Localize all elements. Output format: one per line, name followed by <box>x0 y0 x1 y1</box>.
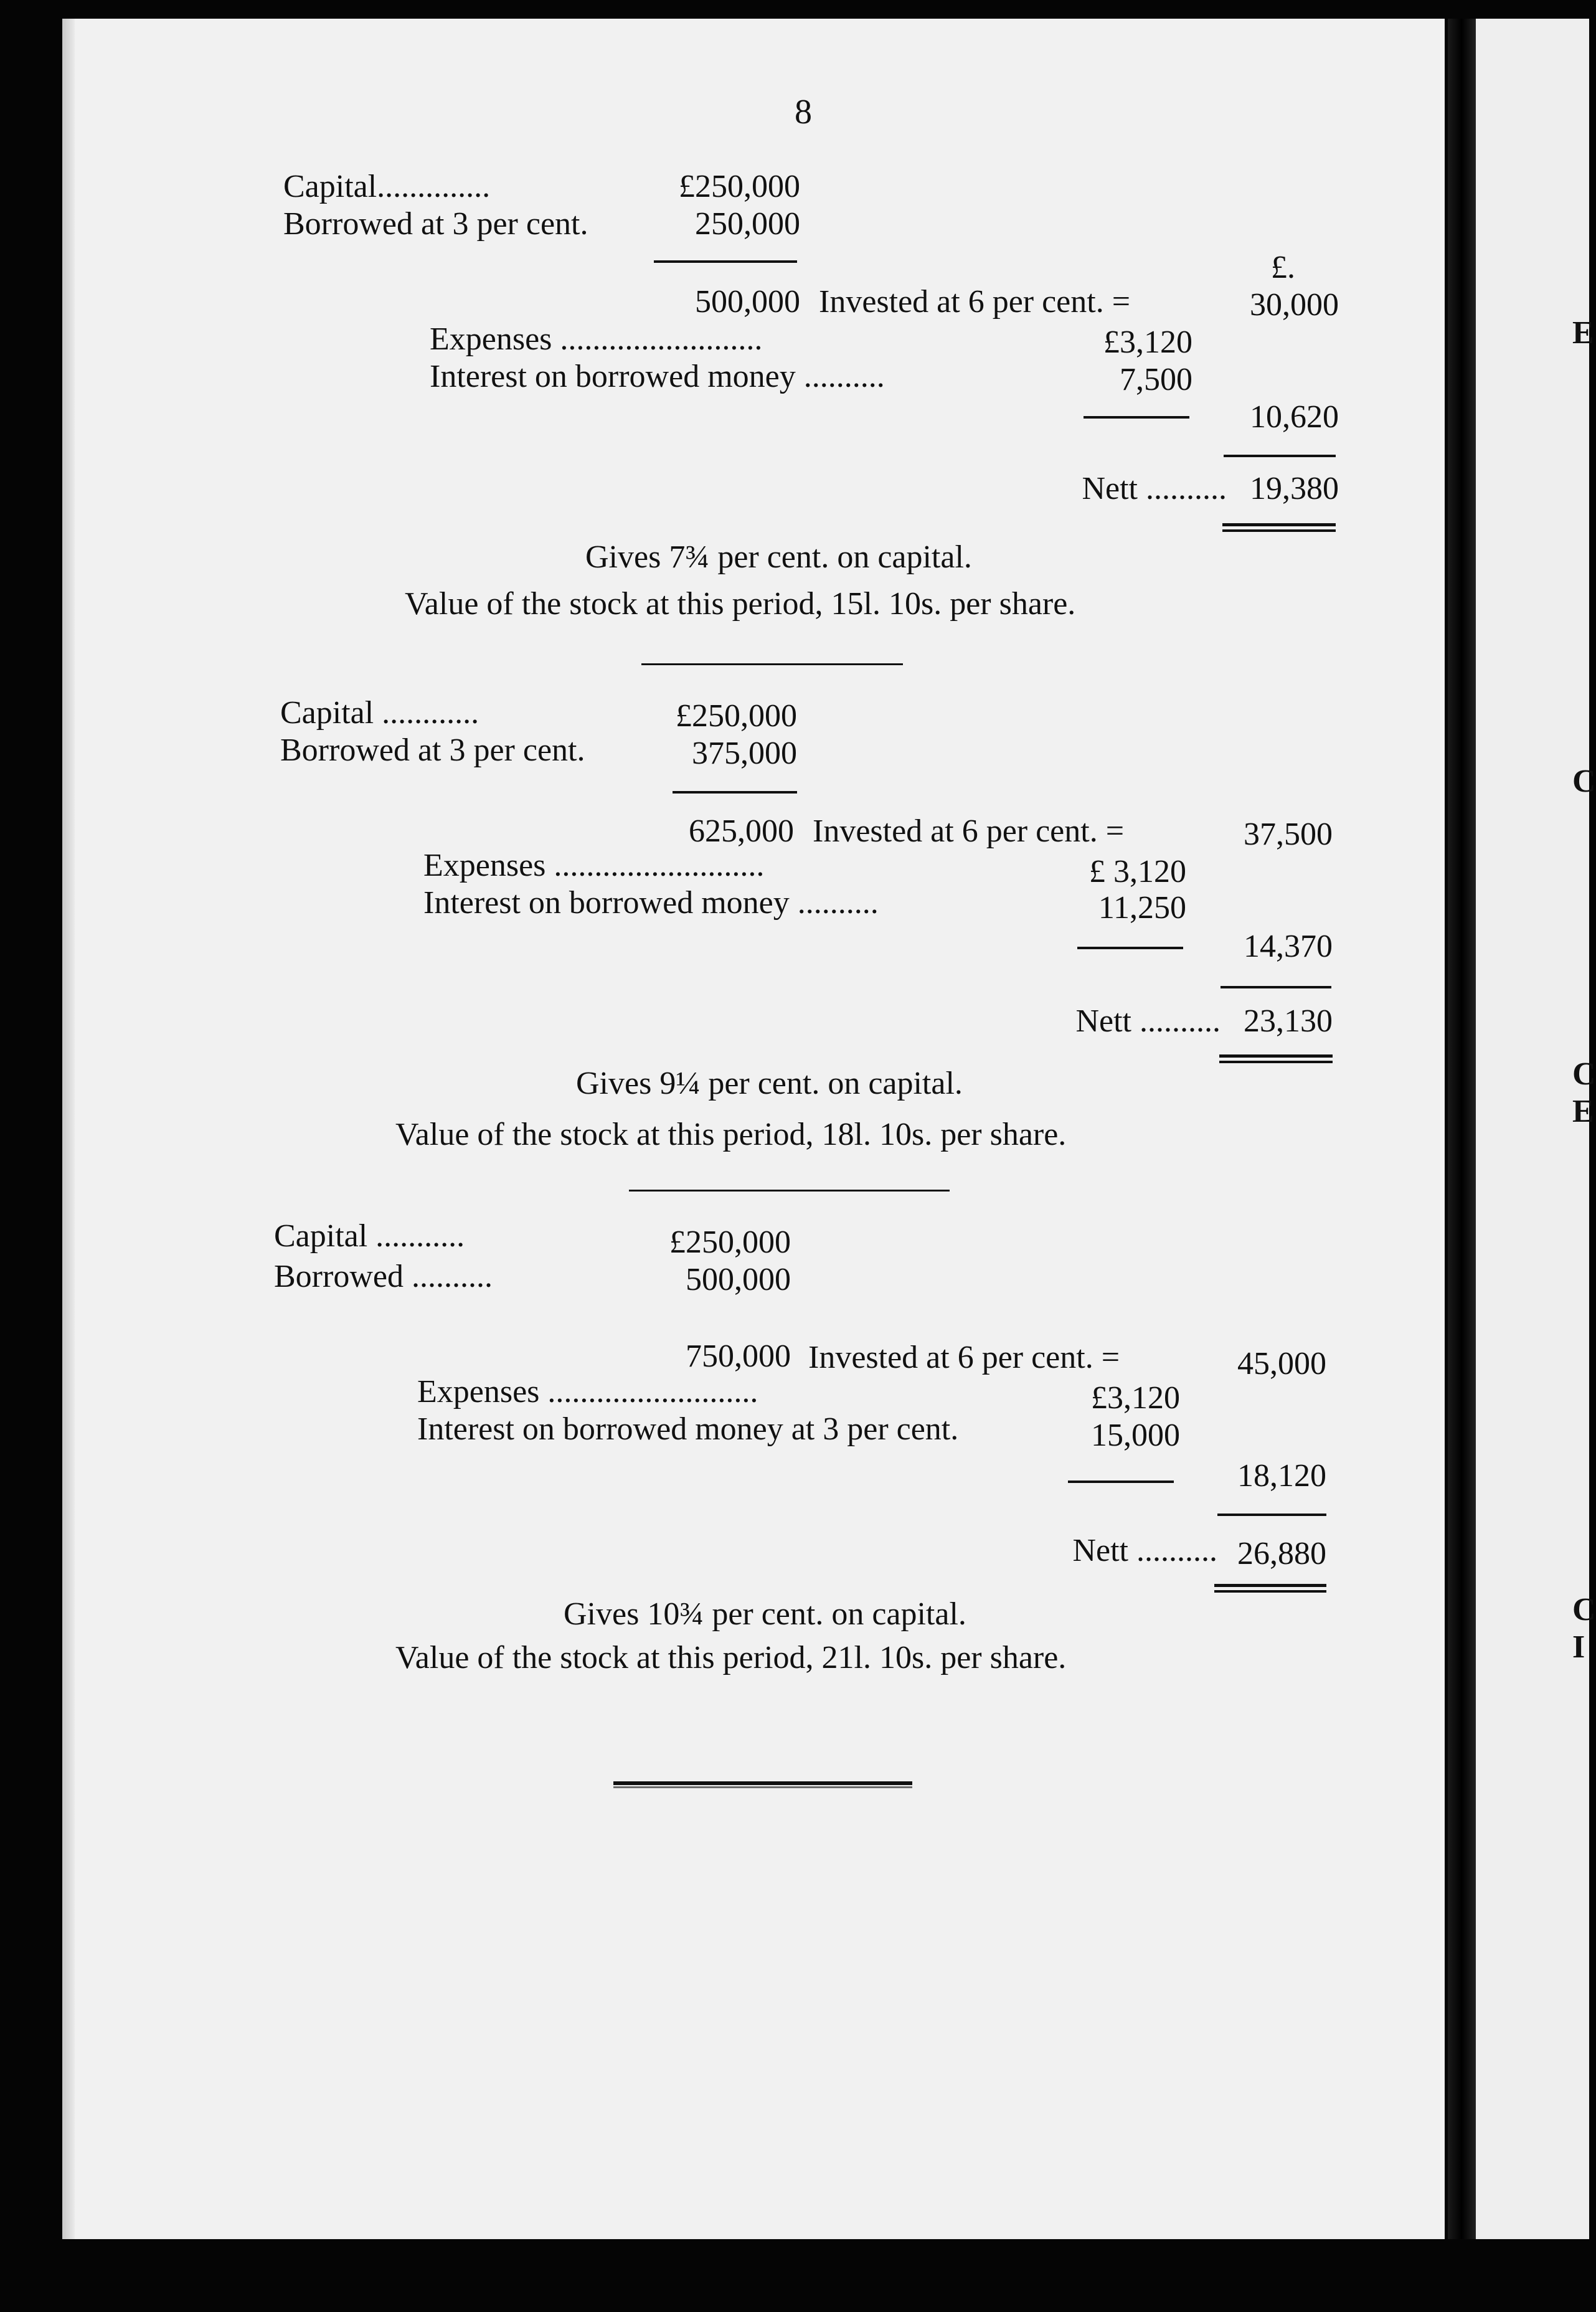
capital-label: Capital ........... <box>274 1218 465 1254</box>
nett-rule-top <box>1217 1514 1326 1516</box>
nett-label: Nett .......... <box>1075 1003 1221 1039</box>
invested-text: Invested at 6 per cent. = <box>819 284 1131 320</box>
expenses-label: Expenses ......................... <box>430 321 763 357</box>
gives-line: Gives 10¾ per cent. on capital. <box>564 1596 966 1632</box>
subtotal-rule <box>654 260 797 263</box>
invested-value: 37,500 <box>1244 817 1333 852</box>
book-gutter <box>1448 19 1476 2239</box>
nett-double-rule-2 <box>1214 1590 1326 1593</box>
page-edge <box>62 19 75 2239</box>
total-value: 500,000 <box>695 284 800 320</box>
right-page-fragment: C <box>1572 764 1596 799</box>
expenses-value: £3,120 <box>1103 325 1192 360</box>
deductions-total: 18,120 <box>1237 1458 1326 1494</box>
expenses-value: £3,120 <box>1091 1380 1180 1416</box>
nett-value: 26,880 <box>1237 1536 1326 1571</box>
subtotal-rule <box>673 791 797 794</box>
nett-label: Nett .......... <box>1082 471 1227 506</box>
right-page-fragment: I <box>1572 1629 1585 1665</box>
deductions-rule <box>1084 416 1189 419</box>
expenses-value: £ 3,120 <box>1089 854 1186 889</box>
nett-double-rule-1 <box>1214 1584 1326 1587</box>
deductions-total: 10,620 <box>1250 399 1339 435</box>
interest-value: 11,250 <box>1098 890 1186 926</box>
gives-line: Gives 9¼ per cent. on capital. <box>576 1066 963 1101</box>
borrowed-value: 375,000 <box>692 736 797 771</box>
invested-text: Invested at 6 per cent. = <box>813 813 1125 849</box>
borrowed-label: Borrowed at 3 per cent. <box>283 206 588 242</box>
invested-value: 45,000 <box>1237 1346 1326 1381</box>
right-page-fragment: C <box>1572 1592 1596 1627</box>
invested-value: 30,000 <box>1250 287 1339 323</box>
expenses-label: Expenses .......................... <box>423 848 765 883</box>
expenses-label: Expenses .......................... <box>417 1374 758 1409</box>
currency-header: £. <box>1271 250 1295 285</box>
section-divider <box>641 663 903 665</box>
right-page-fragment: C <box>1572 1056 1596 1092</box>
borrowed-label: Borrowed .......... <box>274 1259 493 1294</box>
gives-line: Gives 7¾ per cent. on capital. <box>585 539 972 575</box>
stock-value-line: Value of the stock at this period, 21l. 10s. per share. <box>395 1640 1067 1675</box>
deductions-rule <box>1077 947 1183 949</box>
closing-rule-shadow <box>613 1786 912 1788</box>
page-number: 8 <box>795 93 812 131</box>
interest-label: Interest on borrowed money .......... <box>423 885 879 921</box>
capital-value: £250,000 <box>679 169 800 204</box>
nett-rule-top <box>1221 986 1331 988</box>
nett-double-rule-1 <box>1219 1054 1333 1058</box>
deductions-total: 14,370 <box>1244 929 1333 964</box>
nett-double-rule-2 <box>1219 1061 1333 1063</box>
nett-value: 19,380 <box>1250 471 1339 506</box>
borrowed-label: Borrowed at 3 per cent. <box>280 732 585 768</box>
stock-value-line: Value of the stock at this period, 18l. 10s. per share. <box>395 1117 1067 1152</box>
section-divider <box>629 1190 950 1192</box>
closing-rule <box>613 1781 912 1785</box>
nett-label: Nett .......... <box>1072 1533 1217 1568</box>
nett-double-rule-1 <box>1222 523 1336 526</box>
nett-rule-top <box>1224 455 1336 457</box>
right-page-fragment: E <box>1572 315 1594 351</box>
nett-value: 23,130 <box>1244 1003 1333 1039</box>
total-value: 625,000 <box>689 813 794 849</box>
invested-text: Invested at 6 per cent. = <box>808 1340 1120 1375</box>
nett-double-rule-2 <box>1222 529 1336 532</box>
borrowed-value: 250,000 <box>695 206 800 242</box>
capital-value: £250,000 <box>676 698 797 734</box>
deductions-rule <box>1068 1481 1174 1483</box>
interest-value: 7,500 <box>1120 362 1192 397</box>
borrowed-value: 500,000 <box>686 1262 791 1297</box>
capital-value: £250,000 <box>669 1225 791 1260</box>
interest-label: Interest on borrowed money at 3 per cent. <box>417 1411 959 1447</box>
interest-label: Interest on borrowed money .......... <box>430 359 885 394</box>
interest-value: 15,000 <box>1091 1418 1180 1453</box>
capital-label: Capital.............. <box>283 169 491 204</box>
right-page-fragment: E <box>1572 1094 1594 1129</box>
capital-label: Capital ............ <box>280 695 479 731</box>
total-value: 750,000 <box>686 1338 791 1374</box>
stock-value-line: Value of the stock at this period, 15l. 10s. per share. <box>405 586 1076 622</box>
